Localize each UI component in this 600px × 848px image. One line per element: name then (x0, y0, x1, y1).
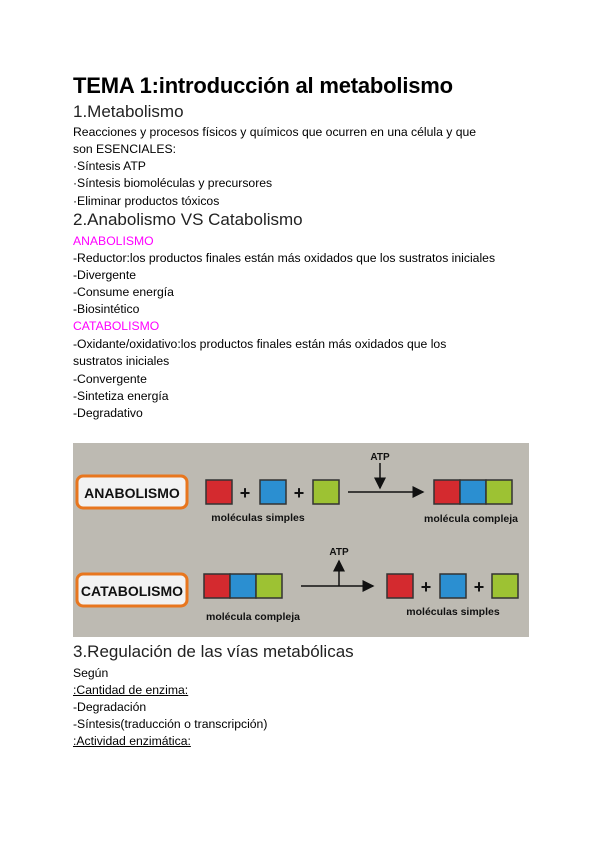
list-item: -Consume energía (73, 285, 174, 299)
molecule-red (387, 574, 413, 598)
list-item: -Degradación (73, 700, 147, 714)
catabolismo-label: CATABOLISMO (73, 319, 160, 333)
plus-sign: + (420, 577, 432, 597)
molecule-green (492, 574, 518, 598)
complex-green (486, 480, 512, 504)
subheading-cantidad-enzima: :Cantidad de enzima: (73, 683, 189, 697)
list-item: sustratos iniciales (73, 354, 170, 368)
molecula-compleja-label: molécula compleja (206, 611, 300, 623)
list-item: -Degradativo (73, 406, 143, 420)
atp-label: ATP (370, 452, 390, 463)
section-heading-regulacion: 3.Regulación de las vías metabólicas (73, 642, 354, 661)
moleculas-simples-label: moléculas simples (211, 512, 305, 524)
molecule-blue (440, 574, 466, 598)
complex-blue (230, 574, 256, 598)
list-item: -Sintetiza energía (73, 389, 169, 403)
paragraph-line: Reacciones y procesos físicos y químicos que ocurren en una célula y que (73, 125, 477, 139)
atp-label: ATP (329, 547, 349, 558)
list-item: -Biosintético (73, 302, 140, 316)
metabolism-diagram (73, 443, 529, 637)
list-item: ·Eliminar productos tóxicos (73, 194, 220, 208)
molecule-green (313, 480, 339, 504)
molecule-red (206, 480, 232, 504)
list-item: ·Síntesis ATP (73, 159, 146, 173)
plus-sign: + (293, 483, 305, 503)
molecule-blue (260, 480, 286, 504)
anabolismo-box-label: ANABOLISMO (84, 485, 180, 501)
complex-green (256, 574, 282, 598)
section-heading-anabolismo-vs-catabolismo: 2.Anabolismo VS Catabolismo (73, 210, 303, 229)
list-item: -Reductor:los productos finales están más oxidados que los sustratos iniciales (73, 251, 496, 265)
page-title: TEMA 1:introducción al metabolismo (73, 73, 453, 98)
complex-red (204, 574, 230, 598)
paragraph-line: son ESENCIALES: (73, 142, 176, 156)
subheading-actividad-enzimatica: :Actividad enzimática: (73, 734, 191, 748)
paragraph-line: Según (73, 666, 109, 680)
plus-sign: + (239, 483, 251, 503)
list-item: -Síntesis(traducción o transcripción) (73, 717, 268, 731)
anabolismo-label: ANABOLISMO (73, 234, 154, 248)
complex-blue (460, 480, 486, 504)
catabolismo-box-label: CATABOLISMO (80, 583, 184, 599)
plus-sign: + (473, 577, 485, 597)
list-item: ·Síntesis biomoléculas y precursores (73, 176, 273, 190)
moleculas-simples-label: moléculas simples (406, 606, 500, 618)
list-item: -Oxidante/oxidativo:los productos finales están más oxidados que los (73, 337, 447, 351)
list-item: -Divergente (73, 268, 136, 282)
list-item: -Convergente (73, 372, 147, 386)
complex-red (434, 480, 460, 504)
section-heading-metabolismo: 1.Metabolismo (73, 102, 184, 121)
molecula-compleja-label: molécula compleja (424, 513, 518, 525)
